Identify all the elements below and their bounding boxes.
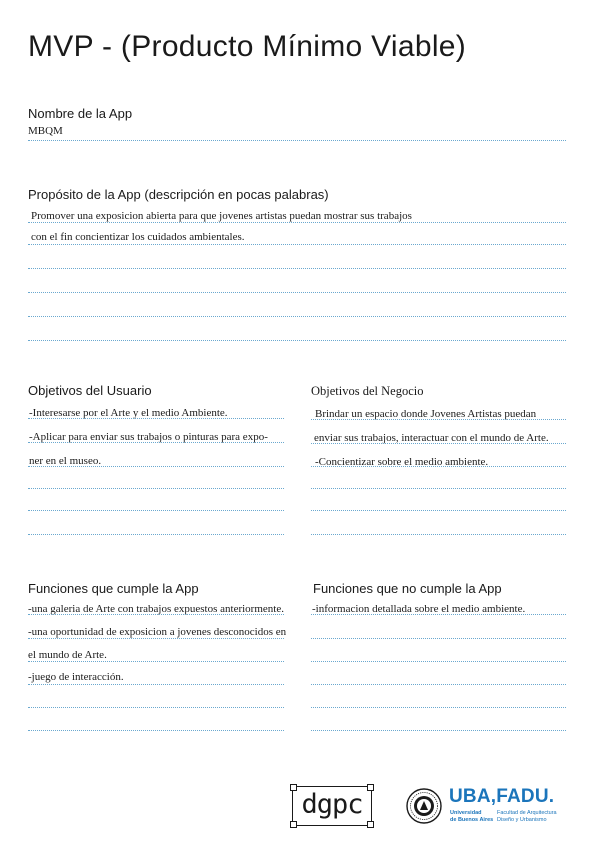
purpose-rule-3 (28, 268, 566, 269)
business-goals-label: Objetivos del Negocio (311, 384, 424, 398)
user-goals-line-1: -Interesarse por el Arte y el medio Ambiente. (29, 407, 228, 419)
business-goals-line-2: enviar sus trabajos, interactuar con el mundo de Arte. (314, 432, 549, 444)
functions-yes-line-4: -juego de interacción. (28, 671, 124, 683)
business-goals-rule-1 (311, 419, 566, 420)
user-goals-label: Objetivos del Usuario (28, 383, 152, 398)
dgpc-corner-tr (367, 784, 374, 791)
functions-yes-rule-3 (28, 661, 284, 662)
functions-yes-rule-4 (28, 684, 284, 685)
user-goals-rule-1 (28, 418, 284, 419)
functions-yes-rule-5 (28, 707, 284, 708)
functions-yes-label: Funciones que cumple la App (28, 581, 199, 596)
purpose-line-2: con el fin concientizar los cuidados ambientales. (31, 231, 245, 243)
functions-no-rule-3 (311, 661, 566, 662)
purpose-rule-5 (28, 316, 566, 317)
functions-yes-rule-1 (28, 614, 284, 615)
dgpc-logo (292, 786, 372, 826)
business-goals-rule-2 (311, 443, 566, 444)
user-goals-rule-2 (28, 442, 284, 443)
purpose-rule-1 (28, 222, 566, 223)
uba-sub-left-1: Universidad (450, 810, 482, 816)
app-name-label: Nombre de la App (28, 106, 133, 121)
purpose-rule-4 (28, 292, 566, 293)
business-goals-rule-6 (311, 534, 566, 535)
functions-no-label: Funciones que no cumple la App (313, 581, 502, 596)
purpose-line-1: Promover una exposicion abierta para que jovenes artistas puedan mostrar sus trabajos (31, 210, 412, 222)
uba-sub-right-1: Facultad de Arquitectura (497, 810, 557, 816)
functions-no-line-1: -informacion detallada sobre el medio ambiente. (312, 603, 526, 615)
page-title: MVP - (Producto Mínimo Viable) (28, 30, 467, 63)
dgpc-logo-text: dgpc (301, 789, 363, 820)
functions-no-rule-5 (311, 707, 566, 708)
business-goals-rule-3 (311, 466, 566, 467)
business-goals-rule-4 (311, 488, 566, 489)
functions-yes-line-2: -una oportunidad de exposicion a jovenes desconocidos en (28, 626, 287, 638)
functions-yes-line-3: el mundo de Arte. (28, 649, 107, 661)
uba-sub-left-2: de Buenos Aires (450, 816, 494, 823)
dgpc-corner-br (367, 821, 374, 828)
user-goals-rule-3 (28, 466, 284, 467)
uba-fadu-logo: UBA,FADU. (449, 786, 555, 807)
business-goals-line-3: -Concientizar sobre el medio ambiente. (315, 456, 489, 468)
functions-yes-rule-2 (28, 638, 284, 639)
dgpc-corner-tl (290, 784, 297, 791)
functions-no-rule-2 (311, 638, 566, 639)
uba-sub-left (450, 810, 493, 823)
app-name-line (28, 140, 566, 141)
uba-seal-icon (406, 788, 442, 824)
functions-no-rule-6 (311, 730, 566, 731)
purpose-rule-2 (28, 244, 566, 245)
functions-yes-line-1: -una galeria de Arte con trabajos expuestos anteriormente. (28, 603, 284, 615)
purpose-label: Propósito de la App (descripción en pocas palabras) (28, 187, 329, 202)
business-goals-rule-5 (311, 510, 566, 511)
uba-sub-right-2: Diseño y Urbanismo (497, 816, 547, 823)
functions-no-rule-1 (311, 614, 566, 615)
user-goals-rule-4 (28, 488, 284, 489)
app-name-value: MBQM (28, 125, 63, 137)
user-goals-line-2: -Aplicar para enviar sus trabajos o pinturas para expo- (29, 431, 268, 443)
user-goals-rule-5 (28, 510, 284, 511)
functions-no-rule-4 (311, 684, 566, 685)
purpose-rule-6 (28, 340, 566, 341)
functions-yes-rule-6 (28, 730, 284, 731)
business-goals-line-1: Brindar un espacio donde Jovenes Artistas puedan (315, 408, 537, 420)
uba-sub-right (497, 810, 557, 823)
user-goals-rule-6 (28, 534, 284, 535)
user-goals-line-3: ner en el museo. (29, 455, 102, 467)
dgpc-corner-bl (290, 821, 297, 828)
